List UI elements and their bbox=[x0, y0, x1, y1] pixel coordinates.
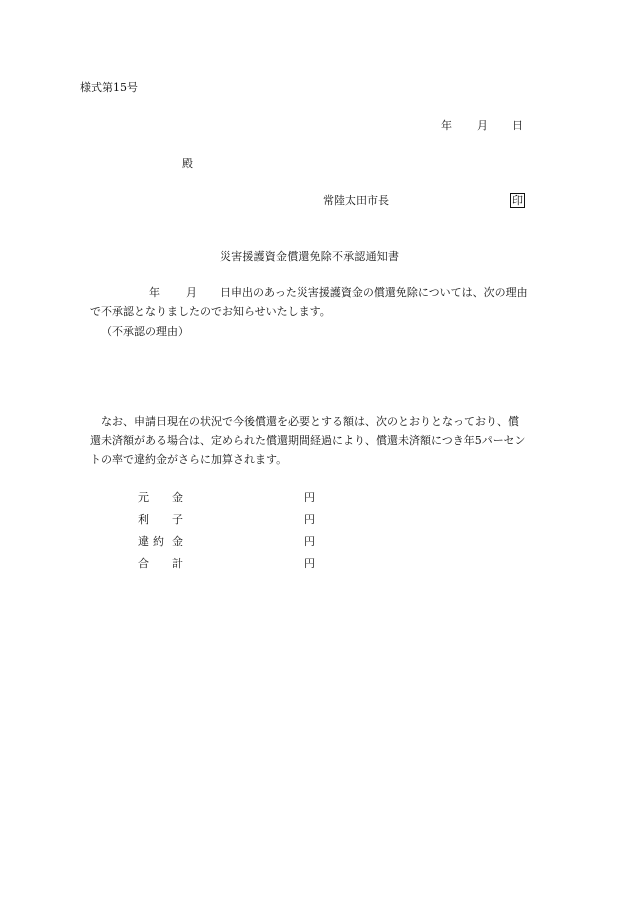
yen-unit: 円 bbox=[304, 491, 315, 504]
issuer-name: 常陸太田市長 bbox=[323, 194, 389, 207]
amount-label-char: 計 bbox=[172, 557, 183, 570]
amount-label-char: 違 bbox=[138, 535, 149, 548]
notice-month-label: 月 bbox=[186, 286, 197, 299]
paragraph-repayment bbox=[90, 416, 550, 473]
amount-label-char: 金 bbox=[172, 535, 183, 548]
addressee-suffix: 殿 bbox=[182, 157, 193, 170]
yen-unit: 円 bbox=[304, 535, 315, 548]
notice-line1-text: 日申出のあった災害援護資金の償還免除については、次の理由 bbox=[220, 286, 528, 299]
amount-row-penalty bbox=[138, 536, 318, 550]
repayment-line: なお、申請日現在の状況で今後償還を必要とする額は、次のとおりとなっており、償 bbox=[90, 415, 519, 428]
amount-row-interest bbox=[138, 514, 318, 528]
date-day-label: 日 bbox=[512, 119, 523, 132]
notice-year-label: 年 bbox=[149, 286, 160, 299]
date-year-label: 年 bbox=[441, 119, 452, 132]
amount-label-char: 利 bbox=[138, 513, 149, 526]
yen-unit: 円 bbox=[304, 513, 315, 526]
amount-row-total bbox=[138, 558, 318, 572]
repayment-line: 還未済額がある場合は、定められた償還期間経過により、償還未済額につき年5パーセン bbox=[90, 434, 526, 447]
date-month-label: 月 bbox=[477, 119, 488, 132]
amount-label-char: 約 bbox=[153, 535, 164, 548]
yen-unit: 円 bbox=[304, 557, 315, 570]
seal-mark: 印 bbox=[512, 194, 523, 207]
amount-label-char: 金 bbox=[172, 491, 183, 504]
repayment-line: トの率で違約金がさらに加算されます。 bbox=[90, 453, 288, 466]
form-number: 様式第15号 bbox=[80, 81, 138, 94]
reason-heading: （不承認の理由） bbox=[101, 325, 189, 338]
amount-label-char: 子 bbox=[172, 513, 183, 526]
notice-line2-text: で不承認となりましたのでお知らせいたします。 bbox=[90, 305, 331, 318]
amount-label-char: 元 bbox=[138, 491, 149, 504]
document-title: 災害援護資金償還免除不承認通知書 bbox=[220, 250, 400, 263]
amount-label-char: 合 bbox=[138, 557, 149, 570]
amount-row-principal bbox=[138, 492, 318, 506]
